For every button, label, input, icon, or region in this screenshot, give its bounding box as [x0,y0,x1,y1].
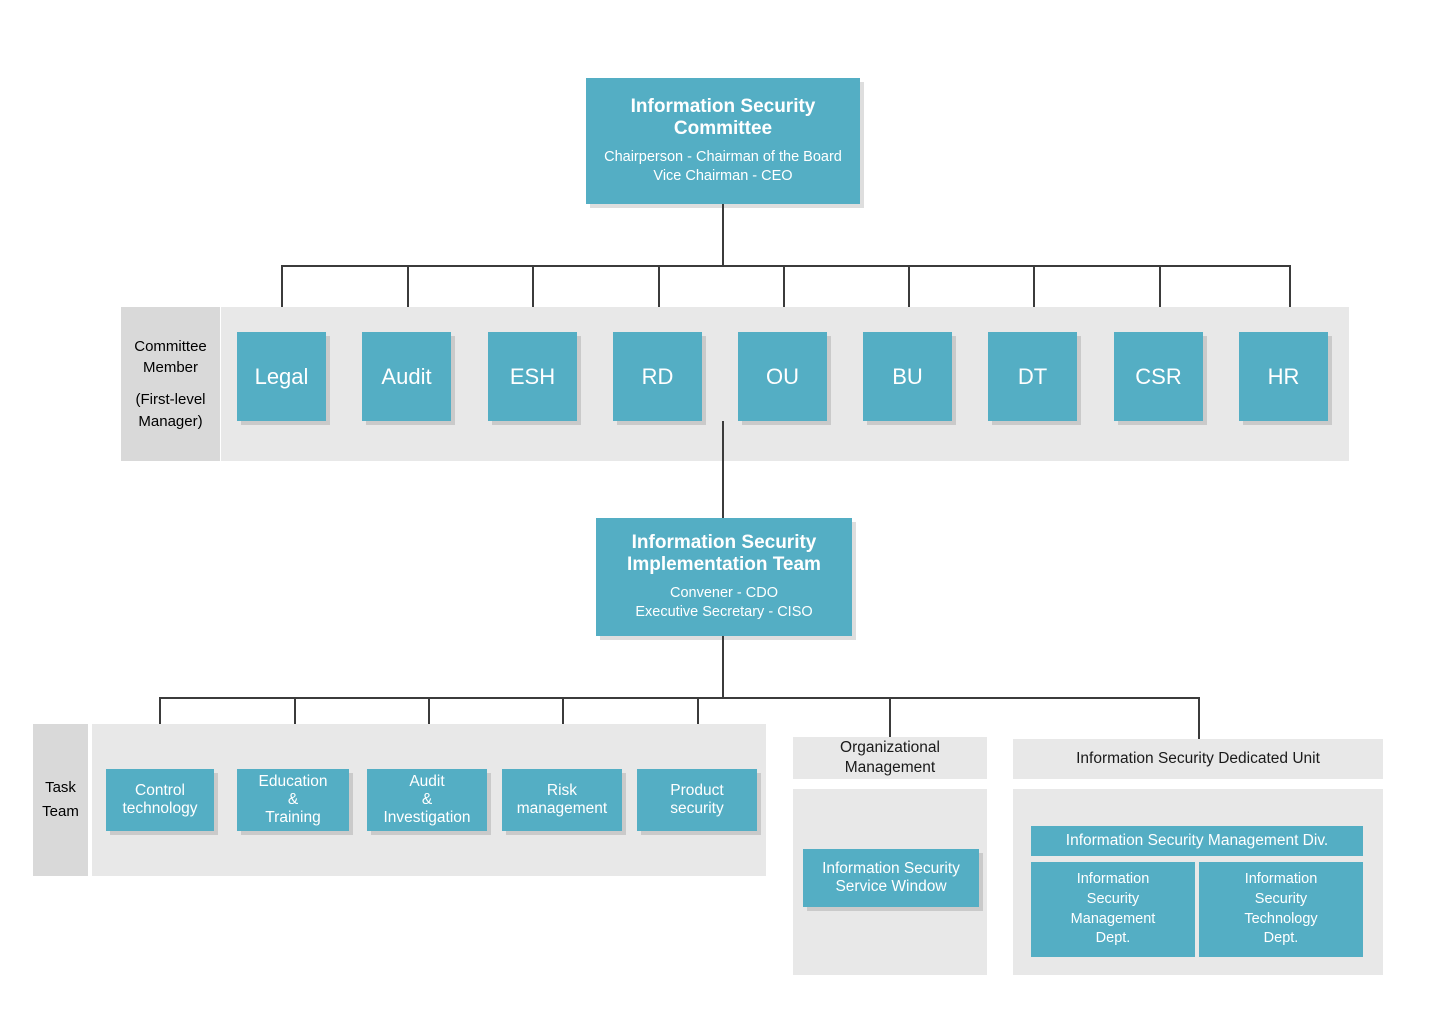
management-dept-line3: Management [1070,910,1156,927]
task-team-label-line1: Task [45,779,76,796]
task-team-risk-management-line2: management [516,800,608,817]
committee-member-label [121,307,220,461]
committee-member-esh [488,332,577,421]
information-security-committee-box [586,78,860,204]
committee-title-line1: Information Security [630,95,816,117]
task-team-control-technology-line2: technology [122,800,198,817]
committee-member-csr [1114,332,1203,421]
connector-to-implementation-team [722,421,724,519]
task-team-audit-investigation-line2: & [421,790,433,808]
connector-drop-organizational-management [889,697,891,738]
team-subtitle-line1: Convener - CDO [670,584,778,601]
committee-member-audit-label: Audit [381,363,432,389]
task-team-risk-management [502,769,622,831]
connector-top-vertical [722,204,724,266]
committee-member-label-line2: Member [142,359,198,377]
task-team-education-training-line3: Training [265,809,321,827]
team-title-line1: Information Security [631,531,817,553]
organizational-management-header [793,737,987,779]
technology-dept-line1: Information [1244,871,1318,888]
connector-committee-bus [281,265,1291,267]
committee-member-hr [1239,332,1328,421]
task-team-audit-investigation-line1: Audit [409,772,445,790]
committee-subtitle-line1: Chairperson - Chairman of the Board [604,148,842,165]
committee-member-esh-label: ESH [509,363,556,389]
task-team-education-training [237,769,349,831]
dedicated-unit-header-label: Information Security Dedicated Unit [1076,750,1320,767]
information-security-management-dept [1031,862,1195,957]
information-security-technology-dept [1199,862,1363,957]
committee-member-csr-label: CSR [1135,363,1182,389]
task-team-education-training-line2: & [287,790,299,808]
committee-member-bu [863,332,952,421]
organizational-management-header-line2: Management [844,759,936,776]
task-team-audit-investigation [367,769,487,831]
committee-subtitle-line2: Vice Chairman - CEO [653,168,793,185]
organizational-management-header-line1: Organizational [840,738,940,756]
task-team-label [33,724,88,876]
task-team-control-technology [106,769,214,831]
committee-member-legal-label: Legal [254,363,309,389]
technology-dept-line4: Dept. [1263,930,1299,947]
service-window-line1: Information Security [822,859,960,877]
committee-title-line2: Committee [673,118,773,140]
technology-dept-line2: Security [1254,890,1308,907]
committee-member-ou-label: OU [766,363,799,389]
task-team-audit-investigation-line3: Investigation [383,809,471,827]
task-team-label-line2: Team [42,803,79,820]
management-dept-line2: Security [1086,890,1140,907]
task-team-risk-management-line1: Risk [546,781,578,799]
team-subtitle-line2: Executive Secretary - CISO [635,604,813,621]
task-team-product-security [637,769,757,831]
information-security-service-window [803,849,979,907]
technology-dept-line3: Technology [1244,910,1318,927]
task-team-control-technology-line1: Control [135,781,185,799]
connector-team-vertical [722,636,724,698]
dedicated-unit-header [1013,739,1383,779]
task-team-product-security-line1: Product [670,781,724,799]
committee-member-rd-label: RD [641,363,674,389]
division-label: Information Security Management Div. [1065,831,1329,849]
task-team-product-security-line2: security [670,800,724,817]
committee-member-label-line3: (First-level [135,391,206,408]
committee-member-bu-label: BU [892,363,923,389]
committee-member-ou [738,332,827,421]
task-team-education-training-line1: Education [258,772,328,790]
committee-member-rd [613,332,702,421]
service-window-line2: Service Window [835,878,947,895]
committee-member-label-line1: Committee [134,337,207,355]
committee-member-label-line4: Manager) [138,412,203,430]
committee-member-legal [237,332,326,421]
committee-member-dt [988,332,1077,421]
team-title-line2: Implementation Team [627,554,821,576]
connector-drop-dedicated-unit [1198,697,1200,740]
information-security-management-division [1031,826,1363,856]
management-dept-line4: Dept. [1095,930,1131,947]
information-security-implementation-team-box [596,518,852,636]
committee-member-dt-label: DT [1017,363,1048,389]
management-dept-line1: Information [1076,871,1150,888]
connector-lower-bus [159,697,1200,699]
committee-member-audit [362,332,451,421]
committee-member-hr-label: HR [1267,363,1300,389]
